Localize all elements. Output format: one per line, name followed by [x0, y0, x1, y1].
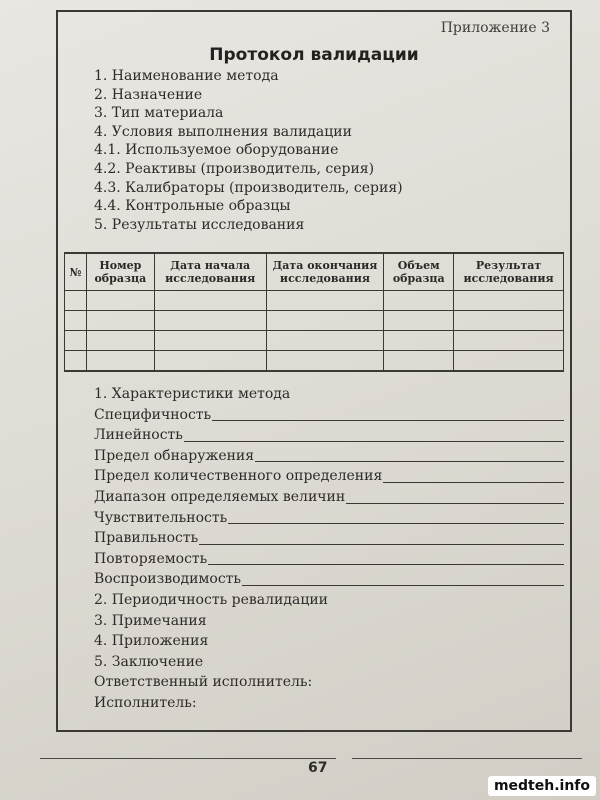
- table-cell: [86, 331, 154, 351]
- column-header-sample-id: Номер образца: [86, 253, 154, 291]
- column-header-number: №: [65, 253, 87, 291]
- table-cell: [266, 331, 384, 351]
- table-row: [65, 331, 564, 351]
- table-cell: [454, 291, 564, 311]
- table-cell: [86, 311, 154, 331]
- fill-line: [255, 460, 564, 462]
- fill-line: [212, 419, 564, 421]
- section-item-conditions: 4. Условия выполнения валидации: [94, 123, 352, 140]
- table-cell: [65, 311, 87, 331]
- field-quantification-limit: Предел количественного определения: [94, 466, 564, 487]
- table-cell: [154, 311, 266, 331]
- table-cell: [266, 311, 384, 331]
- section-item-equipment: 4.1. Используемое оборудование: [94, 142, 339, 159]
- table-cell: [384, 331, 454, 351]
- footer-rule-left: [40, 758, 336, 759]
- section-item-reagents: 4.2. Реактивы (производитель, серия): [94, 160, 375, 177]
- protocol-frame: [56, 10, 572, 732]
- table-row: [65, 311, 564, 331]
- field-reproducibility: Воспроизводимость: [94, 569, 564, 590]
- page-number: 67: [308, 760, 328, 776]
- watermark: medteh.info: [488, 776, 596, 796]
- section-notes: 3. Примечания: [94, 612, 207, 629]
- table-cell: [65, 331, 87, 351]
- section-list: [94, 67, 403, 234]
- section-attachments: 4. Приложения: [94, 633, 209, 650]
- section-conclusion: 5. Заключение: [94, 653, 204, 670]
- field-detection-limit: Предел обнаружения: [94, 446, 564, 467]
- section-item-purpose: 2. Назначение: [94, 86, 203, 103]
- table-cell: [65, 291, 87, 311]
- table-cell: [384, 291, 454, 311]
- field-sensitivity: Чувствительность: [94, 508, 564, 529]
- field-linearity: Линейность: [94, 425, 564, 446]
- table-row: [65, 351, 564, 372]
- table-row: [65, 291, 564, 311]
- fill-line: [199, 543, 564, 545]
- table-cell: [454, 331, 564, 351]
- characteristics-heading: 1. Характеристики метода: [94, 386, 291, 402]
- fill-line: [208, 563, 564, 565]
- field-specificity: Специфичность: [94, 405, 564, 426]
- table-cell: [86, 291, 154, 311]
- executor-label: Исполнитель:: [94, 694, 197, 711]
- section-item-control-samples: 4.4. Контрольные образцы: [94, 198, 291, 215]
- field-range: Диапазон определяемых величин: [94, 487, 564, 508]
- fill-line: [228, 522, 564, 524]
- table-cell: [65, 351, 87, 372]
- results-table: [64, 252, 564, 372]
- page-title: Протокол валидации: [209, 45, 419, 65]
- section-revalidation: 2. Периодичность ревалидации: [94, 591, 328, 608]
- footer-rule-right: [352, 758, 582, 759]
- table-cell: [454, 311, 564, 331]
- section-item-material-type: 3. Тип материала: [94, 105, 224, 122]
- column-header-result: Результат исследования: [454, 253, 564, 291]
- field-repeatability: Повторяемость: [94, 549, 564, 570]
- column-header-end-date: Дата окончания исследования: [266, 253, 384, 291]
- table-cell: [86, 351, 154, 372]
- appendix-label: Приложение 3: [440, 20, 550, 36]
- column-header-sample-volume: Объем образца: [384, 253, 454, 291]
- table-cell: [266, 351, 384, 372]
- column-header-start-date: Дата начала исследования: [154, 253, 266, 291]
- table-header-row: [65, 253, 564, 291]
- table-cell: [154, 291, 266, 311]
- table-cell: [384, 351, 454, 372]
- table-cell: [454, 351, 564, 372]
- table-cell: [154, 351, 266, 372]
- table-cell: [384, 311, 454, 331]
- field-accuracy: Правильность: [94, 528, 564, 549]
- table-cell: [266, 291, 384, 311]
- fill-line: [383, 481, 564, 483]
- fill-line: [346, 502, 564, 504]
- section-item-results: 5. Результаты исследования: [94, 216, 305, 233]
- fill-line: [242, 584, 564, 586]
- responsible-executor-label: Ответственный исполнитель:: [94, 674, 313, 691]
- characteristics-list: [94, 384, 564, 714]
- fill-line: [184, 440, 564, 442]
- section-item-calibrators: 4.3. Калибраторы (производитель, серия): [94, 179, 403, 196]
- table-cell: [154, 331, 266, 351]
- section-item-method-name: 1. Наименование метода: [94, 68, 279, 84]
